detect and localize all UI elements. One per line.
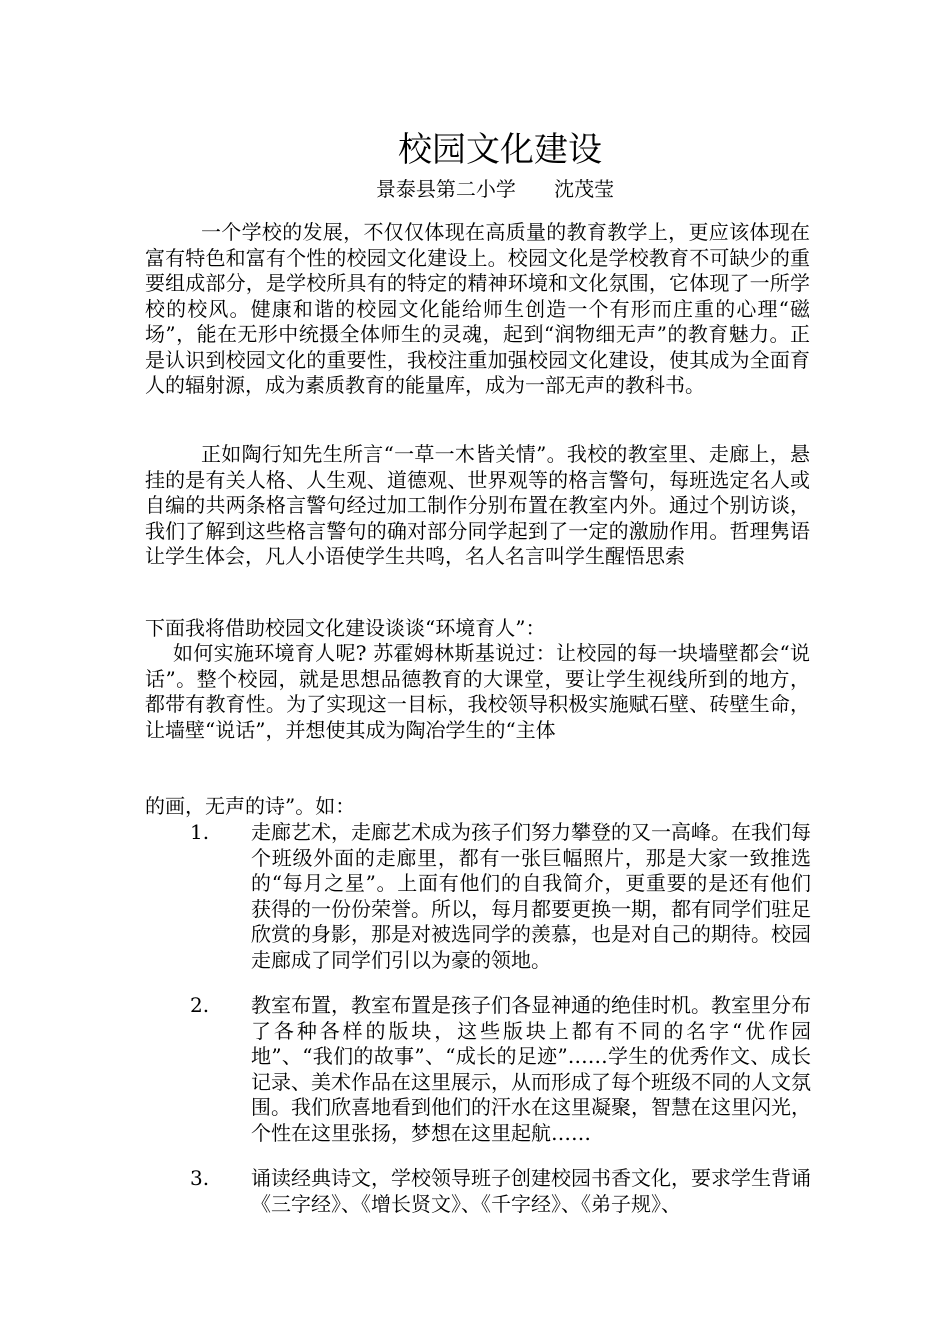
document-title: 校园文化建设 — [398, 130, 602, 170]
list-number: 1. — [190, 820, 210, 844]
paragraph-environment: 如何实施环境育人呢? 苏霍姆林斯基说过：让校园的每一块墙壁都会“说话”。整个校园，就是思想品德教育的大课堂，要让学生视线所到的地方，都带有教育性。为了实现这一目标，我校领导积极实施赋石壁、砖壁生命，让墙壁“说话”，并想使其成为陶冶学生的“主体 — [145, 641, 810, 742]
paragraph-lead-in: 下面我将借助校园文化建设谈谈“环境育人”： — [145, 616, 546, 640]
list-text: 诵读经典诗文，学校领导班子创建校园书香文化，要求学生背诵《三字经》、《增长贤文》、《千字经》、《弟子规》、 — [251, 1166, 811, 1216]
list-text: 走廊艺术，走廊艺术成为孩子们努力攀登的又一高峰。在我们每个班级外面的走廊里，都有一张巨幅照片，那是大家一致推选的“每月之星”。上面有他们的自我简介，更重要的是还有他们获得的一份份荣誉。所以，每月都要更换一期，都有同学们驻足欣赏的身影，那是对被选同学的羡慕，也是对自己的期待。校园走廊成了同学们引以为豪的领地。 — [251, 820, 811, 972]
paragraph-continuation: 的画，无声的诗”。如： — [145, 794, 356, 818]
paragraph-intro: 一个学校的发展，不仅仅体现在高质量的教育教学上，更应该体现在富有特色和富有个性的校园文化建设上。校园文化是学校教育不可缺少的重要组成部分，是学校所具有的特定的精神环境和文化氛围，它体现了一所学校的校风。健康和谐的校园文化能给师生创造一个有形而庄重的心理“磁场”，能在无形中统摄全体师生的灵魂，起到“润物细无声”的教育魅力。正是认识到校园文化的重要性，我校注重加强校园文化建设，使其成为全面育人的辐射源，成为素质教育的能量库，成为一部无声的教科书。 — [145, 220, 810, 397]
list-text: 教室布置，教室布置是孩子们各显神通的绝佳时机。教室里分布了各种各样的版块，这些版块上都有不同的名字“优作园地”、“我们的故事”、“成长的足迹”……学生的优秀作文、成长记录、美术作品在这里展示，从而形成了每个班级不同的人文氛围。我们欣喜地看到他们的汗水在这里凝聚，智慧在这里闪光，个性在这里张扬，梦想在这里起航…… — [251, 993, 811, 1145]
list-number: 2. — [190, 993, 210, 1017]
author-line: 景泰县第二小学 沈茂莹 — [375, 177, 615, 201]
paragraph-mottos: 正如陶行知先生所言“一草一木皆关情”。我校的教室里、走廊上，悬挂的是有关人格、人生观、道德观、世界观等的格言警句，每班选定名人或自编的共两条格言警句经过加工制作分别布置在教室内外。通过个别访谈，我们了解到这些格言警句的确对部分同学起到了一定的激励作用。哲理隽语让学生体会，凡人小语使学生共鸣，名人名言叫学生醒悟思索 — [145, 442, 810, 568]
list-number: 3. — [190, 1166, 210, 1190]
